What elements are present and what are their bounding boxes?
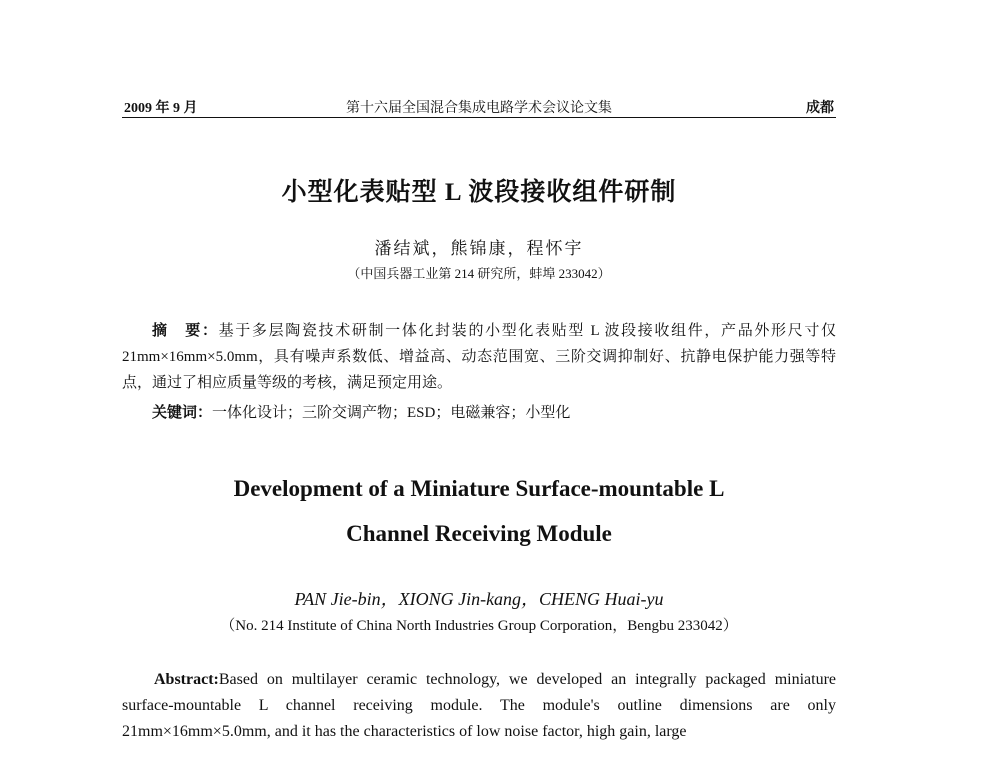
english-authors: PAN Jie-bin，XIONG Jin-kang，CHENG Huai-yu (294, 589, 664, 609)
english-title (122, 466, 836, 556)
chinese-title: 小型化表贴型 L 波段接收组件研制 (281, 179, 677, 206)
chinese-abstract (122, 318, 836, 396)
chinese-abstract-text: 基于多层陶瓷技术研制一体化封装的小型化表贴型 L 波段接收组件，产品外形尺寸仅 21mm×16mm×5.0mm，具有噪声系数低、增益高、动态范围宽、三阶交调抑制好、抗静电保护能力强等特点，通过了相应质量等级的考核，满足预定用途。 (122, 323, 836, 391)
english-affiliation: （No. 214 Institute of China North Industries Group Corporation，Bengbu 233042） (220, 618, 738, 634)
chinese-abstract-label: 摘 要： (152, 323, 219, 339)
english-title-line-1: Development of a Miniature Surface-mountable L (233, 476, 725, 501)
english-abstract-label: Abstract: (154, 671, 219, 688)
chinese-keywords (122, 400, 836, 426)
chinese-keywords-label: 关键词： (152, 405, 213, 421)
chinese-keywords-text: 一体化设计；三阶交调产物；ESD；电磁兼容；小型化 (212, 405, 571, 421)
header-date: 2009 年 9 月 (124, 101, 198, 116)
header-location: 成都 (806, 101, 834, 116)
chinese-affiliation: （中国兵器工业第 214 研究所，蚌埠 233042） (347, 266, 611, 281)
running-header (122, 95, 836, 118)
english-abstract (122, 667, 836, 745)
english-abstract-text: Based on multilayer ceramic technology, we developed an integrally packaged miniature surface-mountable L channel receiving module. The module's outline dimensions are only 21mm×16mm×5.0mm, and it has the characteristics of low noise factor, high gain, large (122, 671, 836, 740)
header-proceedings-title: 第十六届全国混合集成电路学术会议论文集 (346, 101, 612, 116)
chinese-authors: 潘结斌，熊锦康，程怀宇 (374, 239, 584, 258)
english-title-line-2: Channel Receiving Module (346, 521, 612, 546)
